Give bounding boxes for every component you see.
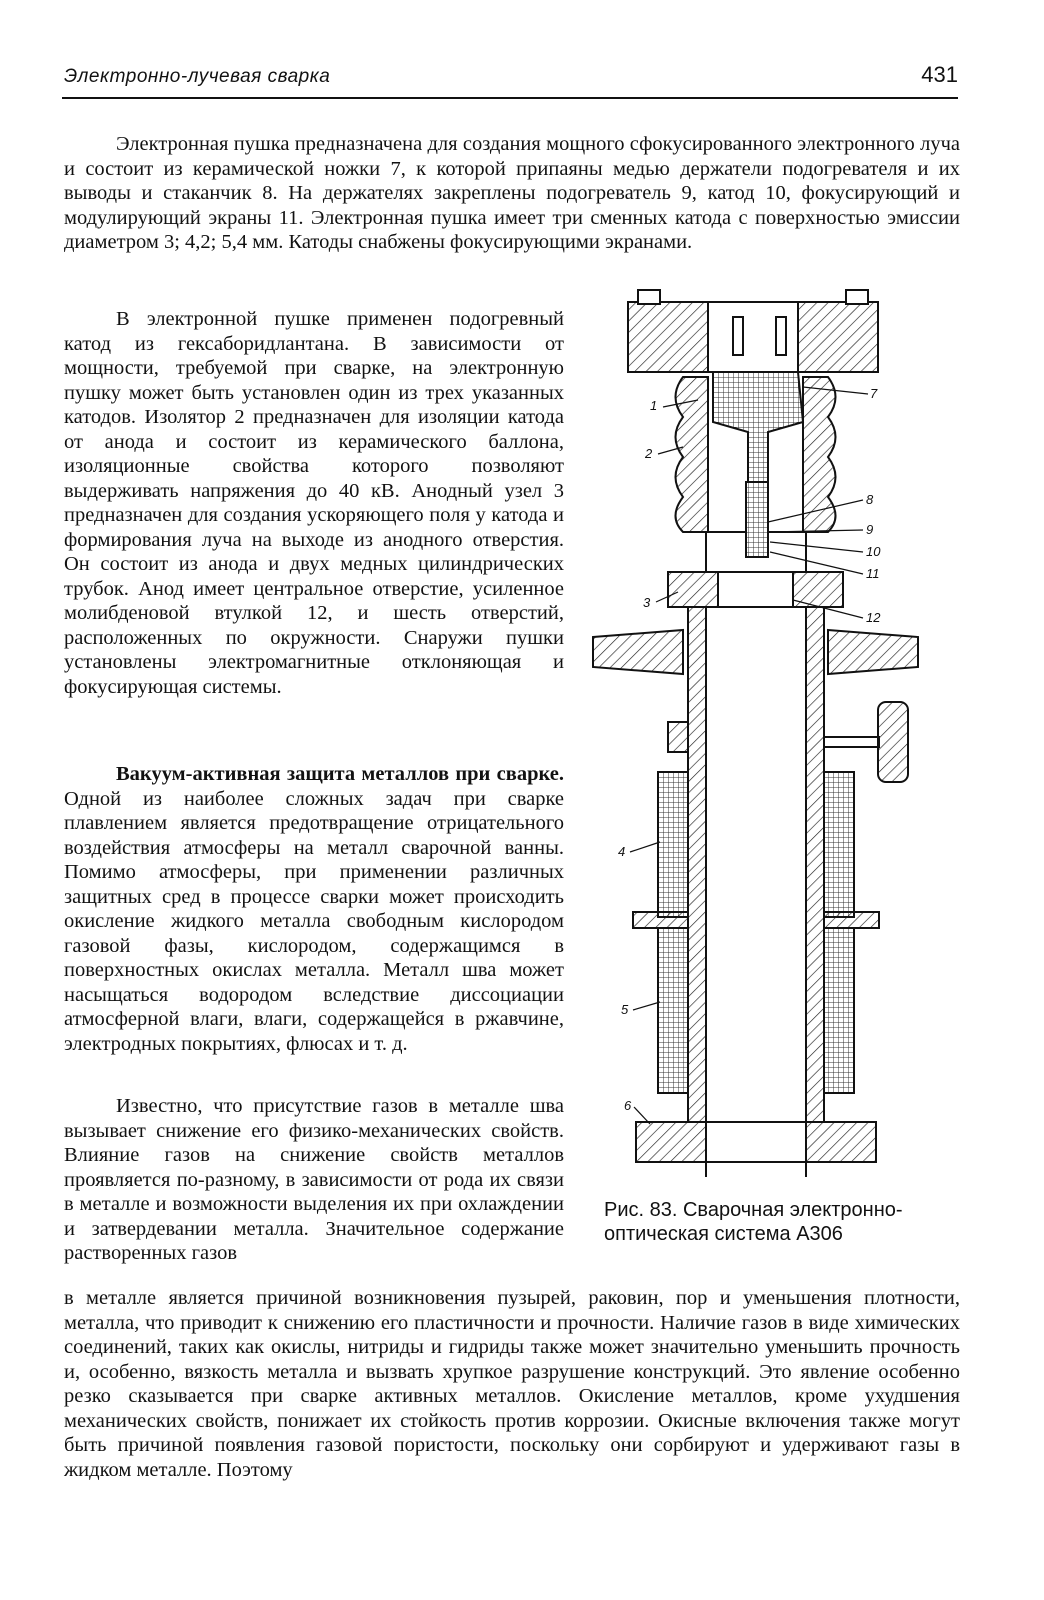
figure-label: 2 <box>645 446 653 461</box>
section-body: Одной из наиболее сложных задач при сварке плавлением является предотвращение отрицательного воздействия атмосферы на металл сварочной ванны. Помимо атмосферы, при применении различных защитных сред в процессе сварки может происходить окисление жидкого металла свободным кислородом газовой фазы, кислородом, содержащимся в поверхностных окислах металла. Металл шва может насыщаться водородом вследствие диссоциации атмосферной влаги, влаги, содержащейся в ржавчине, электродных покрытиях, флюсах и т. д. <box>64 787 564 1055</box>
running-title: Электронно-лучевая сварка <box>64 66 331 87</box>
paragraph-gases-intro: Известно, что присутствие газов в металле шва вызывает снижение его физико-механических свойств. Влияние газов на снижение свойств металлов проявляется по-разному, в зависимости от рода их связи в металле и возможности выделения их при охлаждении и затвердевании металла. Значительное содержание растворенных газов <box>64 1095 564 1264</box>
figure-caption: Рис. 83. Сварочная электронно-оптическая система А306 <box>604 1199 903 1245</box>
paragraph-vacuum-protection <box>64 762 564 1056</box>
figure-label: 5 <box>621 1002 629 1017</box>
header-rule <box>62 97 958 99</box>
figure-label: 3 <box>643 595 651 610</box>
figure-label: 11 <box>866 566 880 581</box>
figure-label: 10 <box>866 544 881 559</box>
paragraph-electron-gun: Электронная пушка предназначена для создания мощного сфокусированного электронного луча и состоит из керамической ножки 7, к которой припаяны медью держатели подогревателя и их выводы и стаканчик 8. На держателях закреплены подогреватель 9, катод 10, фокусирующий и модулирующий экраны 11. Электронная пушка имеет три сменных катода с поверхностью эмиссии диаметром 3; 4,2; 5,4 мм. Катоды снабжены фокусирующими экранами. <box>64 133 960 253</box>
figure-label: 7 <box>870 386 878 401</box>
figure-label: 9 <box>866 522 874 537</box>
paragraph-cathode: В электронной пушке применен подогревный катод из гексаборидлантана. В зависимости от мощности, требуемой при сварке, на электронную пушку может быть установлен один из трех указанных катодов. Изолятор 2 предназначен для изоляции катода от анода и состоит из керамического баллона, изоляционные свойства которого позволяют выдерживать напряжения до 40 кВ. Анодный узел 3 предназначен для создания ускоряющего поля у катода и формирования луча на выходе из анодного отверстия. Он состоит из анода и двух медных цилиндрических трубок. Анод имеет центральное отверстие, усиленное молибденовой втулкой 12, и шесть отверстий, расположенных по окружности. Снаружи пушки установлены электромагнитные отклоняющая и фокусирующая системы. <box>64 308 564 698</box>
figure-label: 8 <box>866 492 874 507</box>
page-number: 431 <box>921 62 958 87</box>
figure-label: 1 <box>650 398 658 413</box>
figure-label: 4 <box>618 844 626 859</box>
technical-drawing <box>588 282 928 1182</box>
paragraph-gases-continued: в металле является причиной возникновения пузырей, раковин, пор и уменьшения плотности, металла, что приводит к снижению его пластичности и прочности. Наличие газов в виде химических соединений, таких как окислы, нитриды и гидриды также может значительно уменьшить прочность и, особенно, вязкость металла и вызвать хрупкое разрушение конструкций. Это явление особенно резко сказывается при сварке активных металлов. Окисление металлов, кроме ухудшения механических свойств, понижает их стойкость против коррозии. Окисные включения также могут быть причиной появления газовой пористости, поскольку они сорбируют и удерживают газы в жидком металле. Поэтому <box>64 1287 960 1481</box>
figure-electron-optical-system <box>588 282 928 1182</box>
figure-label: 6 <box>624 1098 632 1113</box>
figure-label: 12 <box>866 610 881 625</box>
section-heading: Вакуум-активная защита металлов при сварке. <box>116 763 564 785</box>
